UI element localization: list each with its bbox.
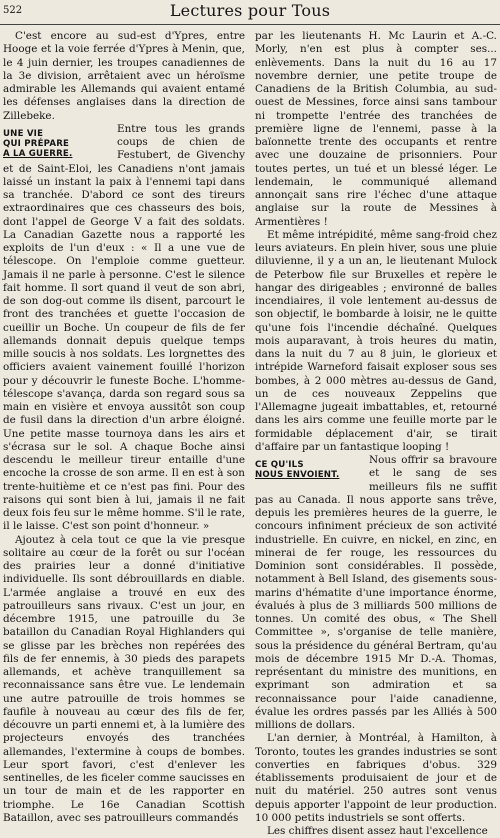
subheading-line: CE QU'ILS xyxy=(255,460,304,470)
paragraph-tireurs: Entre tous les grands coups de chien de Festubert, de Givenchy et de Saint-Eloi, les Canadiens n'ont jamais laissé un instant la paix à l'ennemi tapi dans sa tranchée. D'abord ce sont des tireurs extraordinaires que ces chasseurs des bois, dont l'appel de George V a fait des soldats. La Canadian Gazette nous a rapporté les exploits de l'un d'eux : « Il a une vue de télescope. On l'emploie comme guetteur. Jamais il ne parle à personne. C'est le silence fait homme. Il sort quand il veut de son abri, de son dog-out comme ils disent, parcourt le front des tranchées et guette l'occasion de cueillir un Boche. Un coupeur de fils de fer allemands donnait depuis quelque temps mille soucis à nos soldats. Les lorgnettes des officiers avaient vainement fouillé l'horizon pour y découvrir le funeste Boche. L'homme-télescope s'avança, darda son regard sous sa main en visière et envoya aussitôt son coup de fusil dans la direction d'un arbre éloigné. Une petite masse tournoya dans les airs et s'écrasa sur le sol. A chaque Boche ainsi descendu le meilleur tireur entaille d'une encoche la crosse de son arme. Il en est à son trente-huitième et ce n'est pas fini. Pour des raisons qui sont bien à lui, jamais il ne fait deux fois feu sur le même homme. S'il le rate, il le laisse. C'est son point d'honneur. » xyxy=(3,122,245,533)
paragraph-obus: L'an dernier, à Montréal, à Hamilton, à Toronto, toutes les grandes industries se sont converties en fabriques d'obus. 329 établissements produisaient de jour et de nuit du matériel. 250 autres sont venus depuis apporter l'appoint de leur production. 10 000 petits industriels se sont offerts. xyxy=(255,732,497,824)
paragraph-chiffres: Les chiffres disent assez haut l'excellence xyxy=(267,825,488,837)
left-column xyxy=(3,30,245,825)
page-number: 522 xyxy=(3,5,23,16)
paragraph-industrie: Nous offrir sa bravoure et le sang de ses meilleurs fils ne suffit pas au Canada. Il nous apporte sans trêve, depuis les premières heures de la guerre, le concours infiniment précieux de son activité industrielle. En cuivre, en nickel, en zinc, en minerai de fer rouge, les ressources du Dominion sont considérables. Il possède, notamment à Bell Island, des gisements sous-marins d'hématite d'une importance énorme, évalués à plus de 3 milliards 500 millions de tonnes. Un comité des obus, « The Shell Committee », s'organise de telle manière, sous la présidence du général Bertram, qu'au mois de décembre 1915 Mr D.-A. Thomas, représentant du ministre des munitions, en exprimant son admiration et sa reconnaissance pour l'aide canadienne, évalue les ordres passés par les Alliés à 500 millions de dollars. xyxy=(255,454,497,731)
page-header xyxy=(0,0,500,25)
subheading-line: UNE VIE xyxy=(3,128,44,139)
subheading-line: A LA GUERRE. xyxy=(3,148,73,159)
paragraph-enlevements: par les lieutenants H. Mc Laurin et A.-C. Morly, n'en est plus à compter ses... enlèvements. Dans la nuit du 16 au 17 novembre dernier, une petite troupe de Canadiens de la British Columbia, au sud-ouest de Messines, force ainsi sans tambour ni trompette l'entrée des tranchées de première ligne de l'ennemi, passe à la baïonnette trente des occupants et rentre avec une douzaine de prisonniers. Pour toutes pertes, un tué et un blessé léger. Le lendemain, le communiqué allemand annonçait sans rire l'échec d'une attaque anglaise sur la route de Messines à Armentières ! xyxy=(255,30,497,228)
subheading-une-vie xyxy=(3,129,111,159)
paragraph-aviateurs: Et même intrépidité, même sang-froid chez leurs aviateurs. En plein hiver, sous une pluie diluvienne, il y a un an, le lieutenant Mulock de Peterbow file sur Bruxelles et repère le hangar des dirigeables ; environné de balles incendiaires, il vole lentement au-dessus de son objectif, le bombarde à loisir, ne le quitte qu'une fois l'incendie déchaîné. Quelques mois auparavant, à trois heures du matin, dans la nuit du 7 au 8 juin, le glorieux et intrépide Warneford faisait exploser sous ses bombes, à 2 000 mètres au-dessus de Gand, un de ces nouveaux Zeppelins que l'Allemagne jugeait imbattables, et, retourné dans les airs comme une feuille morte par le formidable déplacement d'air, se tirait d'affaire par un fantastique looping ! xyxy=(255,228,497,453)
paragraph-ypres: C'est encore au sud-est d'Ypres, entre Hooge et la voie ferrée d'Ypres à Menin, que, le 4 juin dernier, les troupes canadiennes de la 3e division, arrêtaient avec un héroïsme admirable les Allemands qui avaient entamé les défenses anglaises dans la direction de Zillebeke. xyxy=(3,30,245,122)
subheading-ce-quils xyxy=(255,460,363,480)
subheading-line: NOUS ENVOIENT. xyxy=(255,470,340,480)
running-title: Lectures pour Tous xyxy=(169,1,331,20)
right-column xyxy=(255,30,497,838)
subheading-line: QUI PRÉPARE xyxy=(3,138,70,149)
paragraph-patrouilleurs: Ajoutez à cela tout ce que la vie presque solitaire au cœur de la forêt ou sur l'océan des prairies leur a donné d'initiative individuelle. Ils sont débrouillards en diable. L'armée anglaise a trouvé en eux des patrouilleurs sans rivaux. C'est un jour, en décembre 1915, une patrouille du 3e bataillon du Canadian Royal Highlanders qui se glisse par les brèches non repérées des fils de fer ennemis, à 30 pieds des parapets allemands, et achève tranquillement sa reconnaissance sans être vue. Le lendemain une autre patrouille de trois hommes se faufile à nouveau au cœur des fils de fer, découvre un parti ennemi et, à la lumière des projecteurs envoyés des tranchées allemandes, l'extermine à coups de bombes. Leur sport favori, c'est d'enlever les sentinelles, de les ficeler comme saucisses en un tour de main et de les rapporter en triomphe. Le 16e Canadian Scottish Bataillon, avec ses patrouilleurs commandés xyxy=(3,533,245,824)
